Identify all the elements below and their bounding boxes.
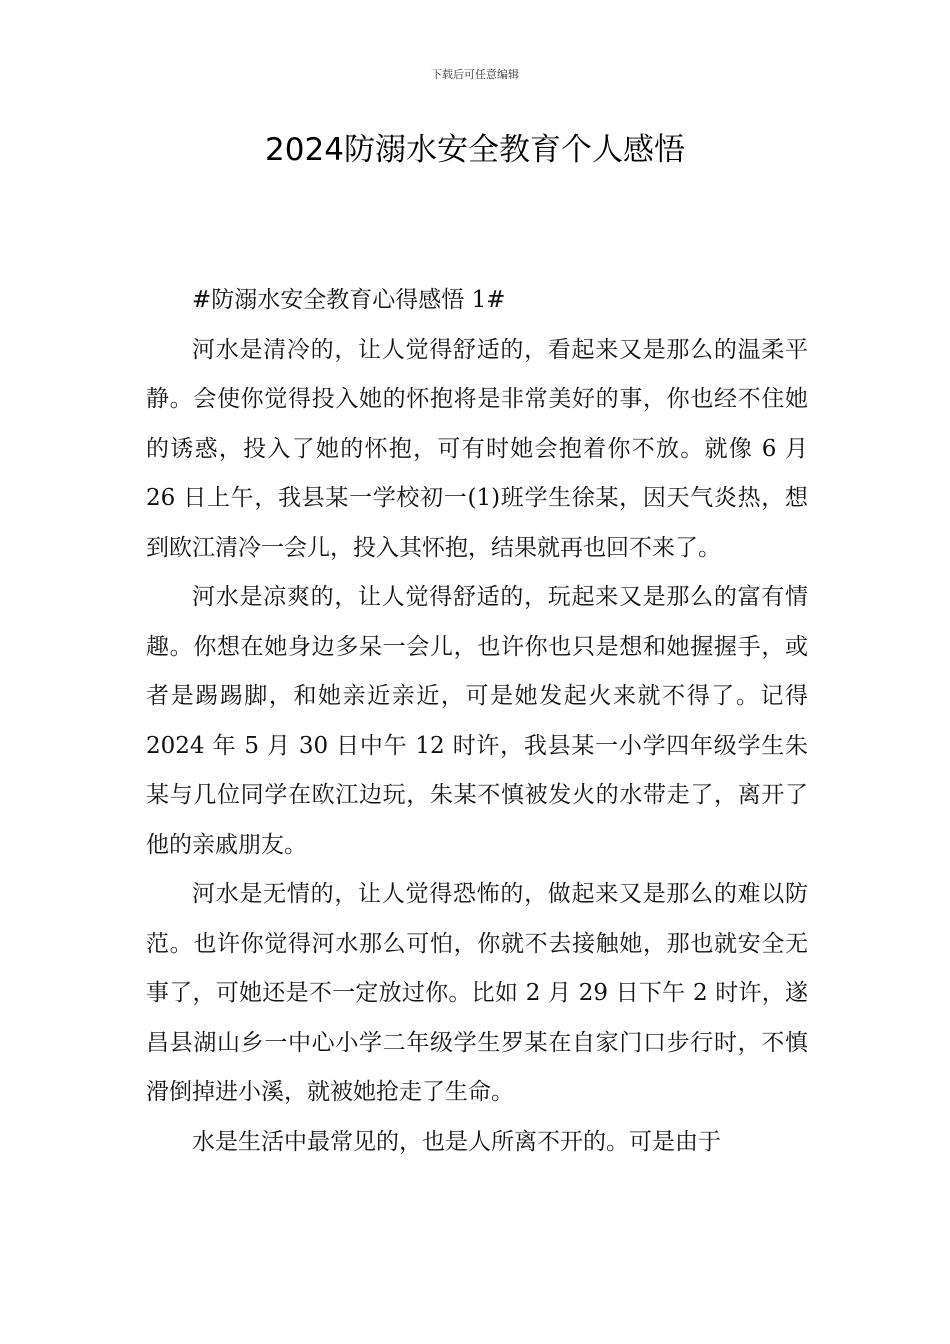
section-heading: #防溺水安全教育心得感悟 1# xyxy=(192,287,506,313)
document-body xyxy=(146,276,808,1167)
header-note: 下载后可任意编辑 xyxy=(431,68,519,81)
paragraph-3: 河水是无情的，让人觉得恐怖的，做起来又是那么的难以防范。也许你觉得河水那么可怕，你就不去接触她，那也就安全无事了，可她还是不一定放过你。比如 2 月 29 日下午 2 时许，遂昌县湖山乡一中心小学二年级学生罗某在自家门口步行时，不慎滑倒掉进小溪，就被她抢走了生命。 xyxy=(146,881,808,1105)
paragraph-2: 河水是凉爽的，让人觉得舒适的，玩起来又是那么的富有情趣。你想在她身边多呆一会儿，也许你也只是想和她握握手，或者是踢踢脚，和她亲近亲近，可是她发起火来就不得了。记得 2024 年 5 月 30 日中午 12 时许，我县某一小学四年级学生朱某与几位同学在欧江边玩，朱某不慎被发火的水带走了，离开了他的亲戚朋友。 xyxy=(146,584,808,858)
paragraph-4: 水是生活中最常见的，也是人所离不开的。可是由于 xyxy=(192,1128,721,1155)
document-title: 2024防溺水安全教育个人感悟 xyxy=(265,132,685,168)
paragraph-1: 河水是清冷的，让人觉得舒适的，看起来又是那么的温柔平静。会使你觉得投入她的怀抱将是非常美好的事，你也经不住她的诱惑，投入了她的怀抱，可有时她会抱着你不放。就像 6 月 26 日上午，我县某一学校初一(1)班学生徐某，因天气炎热，想到欧江清冷一会儿，投入其怀抱，结果就再也回不来了。 xyxy=(146,336,808,561)
